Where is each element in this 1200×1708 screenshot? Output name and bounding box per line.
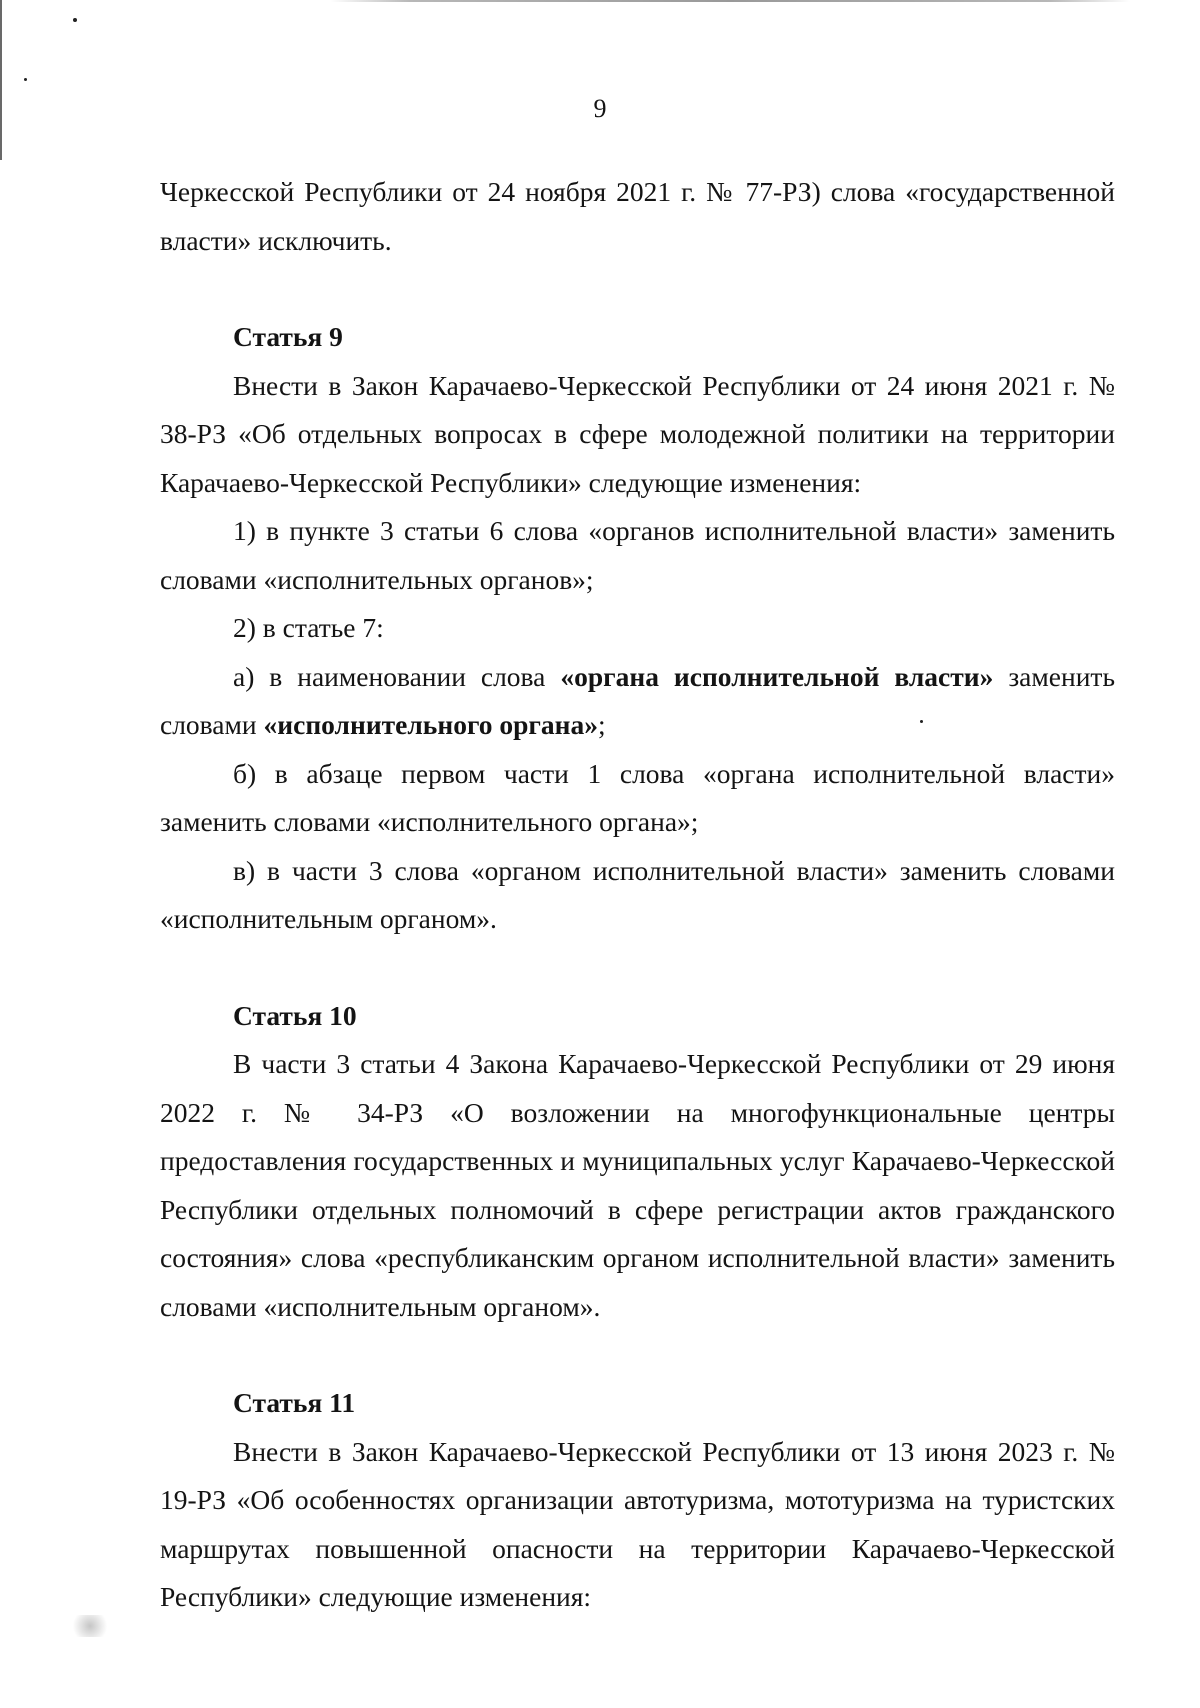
scan-edge-left xyxy=(0,0,2,160)
paragraph xyxy=(160,653,1115,750)
paragraph: Черкесской Республики от 24 ноября 2021 г. № 77-РЗ) слова «государственной власти» исключить. xyxy=(160,176,1115,256)
document-body xyxy=(160,168,1115,1622)
bold-text-run: «исполнительного органа» xyxy=(263,709,599,740)
scan-speck xyxy=(73,18,77,22)
paragraph: б) в абзаце первом части 1 слова «органа исполнительной власти» заменить словами «исполнительного органа»; xyxy=(160,757,1115,837)
scan-edge-top xyxy=(330,0,1130,2)
text-run: а) в наименовании слова xyxy=(233,660,561,692)
text-run: ; xyxy=(598,709,606,740)
paragraph: 2) в статье 7: xyxy=(233,612,384,643)
article-heading-9: Статья 9 xyxy=(233,321,343,352)
paragraph: Внести в Закон Карачаево-Черкесской Республики от 24 июня 2021 г. № 38-РЗ «Об отдельных вопросах в сфере молодежной политики на территории Карачаево-Черкесской Республики» следующие изменения: xyxy=(160,369,1115,498)
page-number: 9 xyxy=(593,94,607,123)
article-heading-11: Статья 11 xyxy=(233,1387,356,1418)
scan-smudge xyxy=(68,1615,112,1637)
paragraph: В части 3 статьи 4 Закона Карачаево-Черкесской Республики от 29 июня 2022 г. № 34-РЗ «О возложении на многофункциональные центры предоставления государственных и муниципальных услуг Карачаево-Черкесской Республики отдельных полномочий в сфере регистрации актов гражданского состояния» слова «республиканским органом исполнительной власти» заменить словами «исполнительным органом». xyxy=(160,1048,1115,1322)
scan-speck xyxy=(24,78,27,81)
article-heading-10: Статья 10 xyxy=(233,999,357,1031)
bold-text-run: «органа исполнительной власти» xyxy=(560,660,994,692)
paragraph: Внести в Закон Карачаево-Черкесской Республики от 13 июня 2023 г. № 19-РЗ «Об особенностях организации автотуризма, мототуризма на туристских маршрутах повышенной опасности на территории Карачаево-Черкесской Республики» следующие изменения: xyxy=(160,1435,1115,1612)
paragraph: в) в части 3 слова «органом исполнительной власти» заменить словами «исполнительным органом». xyxy=(160,854,1115,934)
text-run: заменить словами xyxy=(160,660,1115,740)
paragraph: 1) в пункте 3 статьи 6 слова «органов исполнительной власти» заменить словами «исполнительных органов»; xyxy=(160,515,1115,595)
